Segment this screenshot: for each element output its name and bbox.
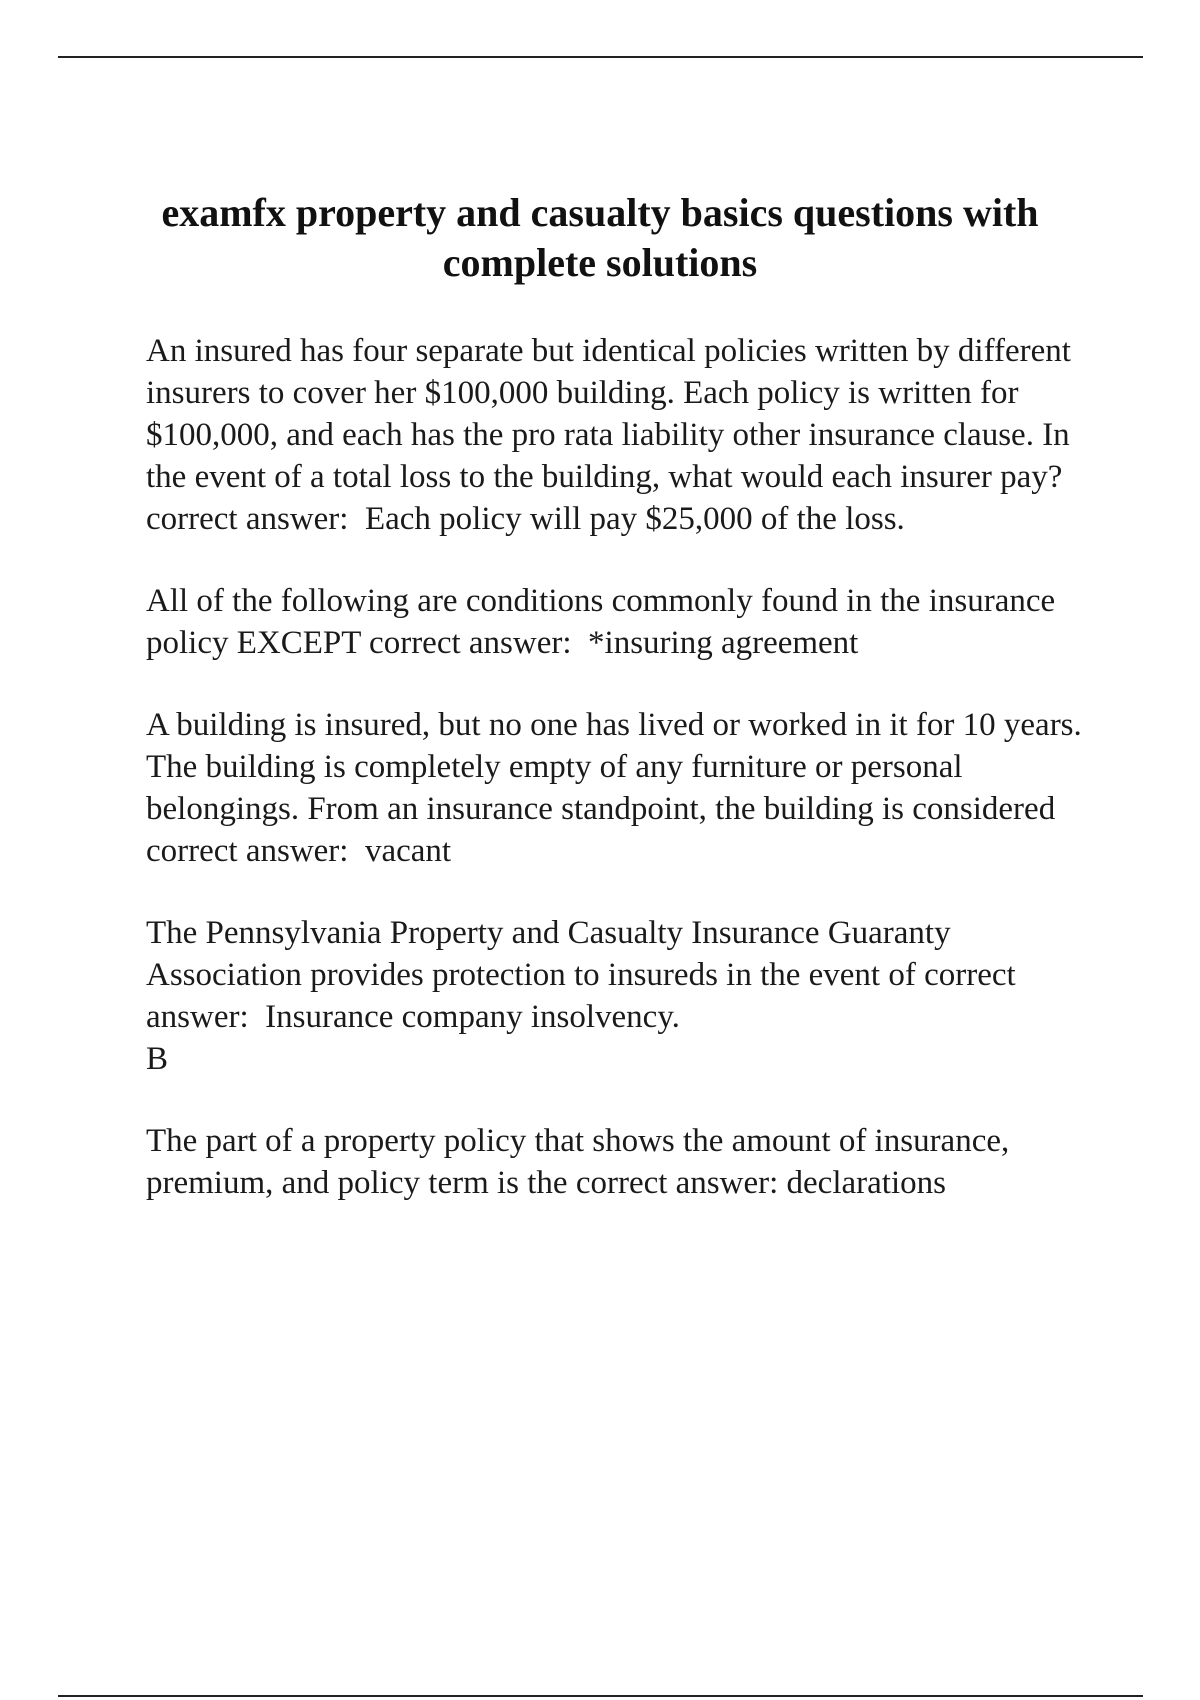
question-item: An insured has four separate but identical policies written by different insurers to cover her $100,000 building. Each policy is written for $100,000, and each has the pro rata liability other insurance clause. In the event of a total loss to the building, what would each insurer pay? correct answer: Each policy will pay $25,000 of the loss. (146, 333, 1080, 537)
question-item: The part of a property policy that shows the amount of insurance, premium, and policy term is the correct answer: declarations (146, 1123, 1018, 1201)
question-item: All of the following are conditions commonly found in the insurance policy EXCEPT correct answer: *insuring agreement (146, 583, 1064, 661)
top-rule (58, 56, 1143, 58)
page-title: examfx property and casualty basics questions with complete solutions (161, 190, 1039, 285)
question-item: The Pennsylvania Property and Casualty Insurance Guaranty Association provides protection to insureds in the event of correct answer: Insurance company insolvency. B (146, 915, 1016, 1077)
question-list (146, 330, 1096, 1244)
question-item: A building is insured, but no one has lived or worked in it for 10 years. The building is completely empty of any furniture or personal belongings. From an insurance standpoint, the building is considered correct answer: vacant (146, 707, 1090, 869)
bottom-rule (58, 1695, 1143, 1697)
